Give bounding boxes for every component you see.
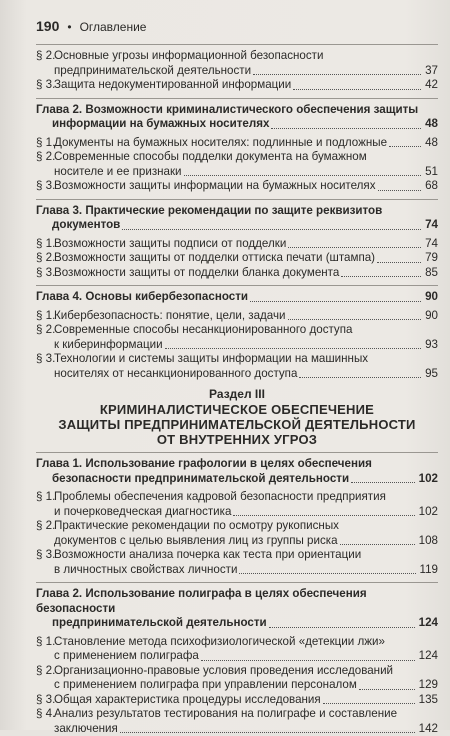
page-ref: 135: [417, 693, 438, 708]
toc-entry-line: [36, 635, 438, 650]
part-label: Раздел III: [36, 387, 438, 402]
chapter-heading: [36, 587, 438, 631]
dot-leader: [340, 544, 415, 545]
chapter-title: предпринимательской деятельности: [36, 616, 267, 631]
toc-entry: [36, 237, 438, 252]
running-header: [36, 18, 146, 34]
section-number: § 1.: [36, 490, 54, 505]
section-number: § 3.: [36, 179, 54, 194]
page-ref: 51: [423, 165, 438, 180]
entry-title: Основные угрозы информационной безопасности: [54, 49, 438, 64]
part-heading: [36, 387, 438, 447]
toc-entry-line: [36, 251, 438, 266]
toc-entry-line: [36, 490, 438, 505]
entry-title: Современные способы подделки документа на бумажном: [54, 150, 438, 165]
dot-leader: [351, 482, 415, 483]
page-ref: 124: [417, 616, 438, 631]
toc-entry-line: [36, 534, 438, 549]
entry-title: Возможности анализа почерка как теста при ориентации: [54, 548, 438, 563]
toc-entry: [36, 519, 438, 548]
toc-entry-line: [36, 707, 438, 722]
divider: [36, 98, 438, 99]
page-ref: 74: [423, 237, 438, 252]
toc-entry-line: [36, 338, 438, 353]
section-number: § 4.: [36, 707, 54, 722]
divider: [36, 44, 438, 45]
toc-entry-line: [36, 548, 438, 563]
dot-leader: [288, 319, 422, 320]
chapter-title-line: [36, 587, 438, 616]
page-ref: 48: [423, 136, 438, 151]
dot-leader: [299, 377, 421, 378]
dot-leader: [122, 229, 421, 230]
toc-entry: [36, 490, 438, 519]
entry-title: Практические рекомендации по осмотру рукописных: [54, 519, 438, 534]
chapter-block: [36, 204, 438, 281]
dot-leader: [389, 146, 421, 147]
chapter-title: Глава 4. Основы кибербезопасности: [36, 290, 248, 305]
entry-title: с применением полиграфа: [54, 649, 199, 664]
page-ref: 102: [417, 472, 438, 487]
page-ref: 93: [423, 338, 438, 353]
toc-entry: [36, 150, 438, 179]
toc-entry: [36, 323, 438, 352]
entry-title: Технологии и системы защиты информации на машинных: [54, 352, 438, 367]
entry-title: Возможности защиты от подделки бланка документа: [54, 266, 339, 281]
chapter-title: Глава 3. Практические рекомендации по защите реквизитов: [36, 204, 438, 219]
dot-leader: [271, 128, 421, 129]
dot-leader: [201, 660, 415, 661]
chapter-heading: [36, 290, 438, 305]
toc-entry: [36, 693, 438, 708]
section-number: § 1.: [36, 309, 54, 324]
toc-entry: [36, 179, 438, 194]
chapter-title: информации на бумажных носителях: [36, 117, 269, 132]
entry-title: Анализ результатов тестирования на полиграфе и составление: [54, 707, 438, 722]
toc-entry: [36, 635, 438, 664]
dot-leader: [120, 732, 415, 733]
toc-entry-line: [36, 237, 438, 252]
toc-entry: [36, 78, 438, 93]
chapter-heading: [36, 457, 438, 486]
entry-title: Кибербезопасность: понятие, цели, задачи: [54, 309, 286, 324]
page-ref: 142: [417, 722, 438, 736]
part-title-line: ЗАЩИТЫ ПРЕДПРИНИМАТЕЛЬСКОЙ ДЕЯТЕЛЬНОСТИ: [36, 417, 438, 432]
dot-leader: [341, 276, 421, 277]
toc-entry: [36, 266, 438, 281]
entry-title: Защита недокументированной информации: [54, 78, 291, 93]
section-number: § 2.: [36, 323, 54, 338]
divider: [36, 199, 438, 200]
section-number: § 2.: [36, 49, 54, 64]
section-number: § 3.: [36, 352, 54, 367]
dot-leader: [233, 515, 414, 516]
dot-leader: [239, 573, 415, 574]
entry-title: предпринимательской деятельности: [54, 64, 251, 79]
toc-entry-line: [36, 505, 438, 520]
page-ref: 37: [423, 64, 438, 79]
section-number: § 3.: [36, 78, 54, 93]
toc-entry-line: [36, 664, 438, 679]
section-number: § 3.: [36, 693, 54, 708]
chapter-title-line: [36, 290, 438, 305]
page-ref: 42: [423, 78, 438, 93]
toc-entry-line: [36, 136, 438, 151]
divider: [36, 582, 438, 583]
section-number: § 3.: [36, 266, 54, 281]
chapter-title: безопасности предпринимательской деятельности: [36, 472, 349, 487]
page-ref: 124: [417, 649, 438, 664]
entry-title: Современные способы несанкционированного доступа: [54, 323, 438, 338]
entry-title: Становление метода психофизиологической «детекции лжи»: [54, 635, 438, 650]
toc-entry-line: [36, 266, 438, 281]
running-title: Оглавление: [80, 20, 147, 34]
entry-title: носителе и ее признаки: [54, 165, 182, 180]
entry-title: Общая характеристика процедуры исследования: [54, 693, 321, 708]
toc-entry-line: [36, 64, 438, 79]
toc-entry: [36, 49, 438, 78]
page-ref: 74: [423, 218, 438, 233]
divider: [36, 452, 438, 453]
part-title-line: КРИМИНАЛИСТИЧЕСКОЕ ОБЕСПЕЧЕНИЕ: [36, 402, 438, 417]
toc-entry: [36, 136, 438, 151]
toc-entry-line: [36, 352, 438, 367]
toc-entry-line: [36, 563, 438, 578]
dot-leader: [377, 262, 421, 263]
entry-title: к киберинформации: [54, 338, 163, 353]
toc-entry-line: [36, 49, 438, 64]
chapter-block: [36, 457, 438, 577]
toc-entry: [36, 352, 438, 381]
section-number: § 2.: [36, 664, 54, 679]
entry-title: Возможности защиты от подделки оттиска печати (штампа): [54, 251, 375, 266]
section-number: § 1.: [36, 136, 54, 151]
page-ref: 90: [423, 309, 438, 324]
entry-title: и почерковедческая диагностика: [54, 505, 231, 520]
entry-title: Возможности защиты подписи от подделки: [54, 237, 286, 252]
chapter-title-line: [36, 472, 438, 487]
page-ref: 85: [423, 266, 438, 281]
page-ref: 90: [423, 290, 438, 305]
chapter-title-line: [36, 218, 438, 233]
page-ref: 108: [417, 534, 438, 549]
dot-leader: [250, 301, 421, 302]
chapter-title-line: [36, 457, 438, 472]
toc-entry-line: [36, 165, 438, 180]
section-number: § 3.: [36, 548, 54, 563]
chapter-title: документов: [36, 218, 120, 233]
section-number: § 1.: [36, 237, 54, 252]
toc-entry: [36, 251, 438, 266]
section-number: § 2.: [36, 150, 54, 165]
chapter-heading: [36, 204, 438, 233]
toc-entry-line: [36, 722, 438, 736]
section-number: § 2.: [36, 519, 54, 534]
toc-entry-line: [36, 309, 438, 324]
entry-title: с применением полиграфа при управлении персоналом: [54, 678, 357, 693]
toc-entry-line: [36, 367, 438, 382]
chapter-title: Глава 2. Использование полиграфа в целях обеспечения безопасности: [36, 587, 438, 616]
part-title-line: ОТ ВНУТРЕННИХ УГРОЗ: [36, 432, 438, 447]
entry-title: Организационно-правовые условия проведения исследований: [54, 664, 438, 679]
toc-entry-line: [36, 78, 438, 93]
dot-leader: [184, 175, 422, 176]
chapter-title: Глава 2. Возможности криминалистического обеспечения защиты: [36, 103, 438, 118]
toc-entry-line: [36, 693, 438, 708]
page-ref: 48: [423, 117, 438, 132]
chapter-heading: [36, 103, 438, 132]
dot-leader: [293, 89, 421, 90]
dot-leader: [359, 689, 415, 690]
section-number: § 1.: [36, 635, 54, 650]
toc-block: [36, 49, 438, 93]
chapter-block: [36, 290, 438, 381]
page-ref: 129: [417, 678, 438, 693]
chapter-title: Глава 1. Использование графологии в целях обеспечения: [36, 457, 438, 472]
entry-title: заключения: [54, 722, 118, 736]
entry-title: носителях от несанкционированного доступа: [54, 367, 297, 382]
divider: [36, 285, 438, 286]
section-number: § 2.: [36, 251, 54, 266]
toc-entry-line: [36, 678, 438, 693]
entry-title: Проблемы обеспечения кадровой безопасности предприятия: [54, 490, 438, 505]
dot-leader: [253, 74, 421, 75]
dot-leader: [165, 348, 422, 349]
toc-entry-line: [36, 179, 438, 194]
dot-leader: [378, 190, 422, 191]
chapter-block: [36, 103, 438, 194]
entry-title: в личностных свойствах личности: [54, 563, 237, 578]
page-ref: 79: [423, 251, 438, 266]
toc-entry-line: [36, 649, 438, 664]
toc-entry-line: [36, 519, 438, 534]
chapter-title-line: [36, 204, 438, 219]
toc-entry: [36, 707, 438, 736]
chapter-title-line: [36, 103, 438, 118]
page-ref: 102: [417, 505, 438, 520]
page-ref: 119: [418, 563, 438, 578]
dot-leader: [288, 247, 421, 248]
page-ref: 68: [423, 179, 438, 194]
chapter-block: [36, 587, 438, 736]
dot-leader: [323, 703, 415, 704]
toc-entry: [36, 664, 438, 693]
page-ref: 95: [423, 367, 438, 382]
toc-entry-line: [36, 323, 438, 338]
bullet-separator: •: [67, 20, 71, 34]
chapter-title-line: [36, 117, 438, 132]
entry-title: Возможности защиты информации на бумажных носителях: [54, 179, 376, 194]
chapter-title-line: [36, 616, 438, 631]
toc-entry-line: [36, 150, 438, 165]
entry-title: Документы на бумажных носителях: подлинные и подложные: [54, 136, 387, 151]
dot-leader: [269, 627, 415, 628]
entry-title: документов с целью выявления лиц из группы риска: [54, 534, 338, 549]
table-of-contents: [36, 44, 438, 736]
toc-entry: [36, 548, 438, 577]
page-number: 190: [36, 18, 59, 34]
toc-entry: [36, 309, 438, 324]
